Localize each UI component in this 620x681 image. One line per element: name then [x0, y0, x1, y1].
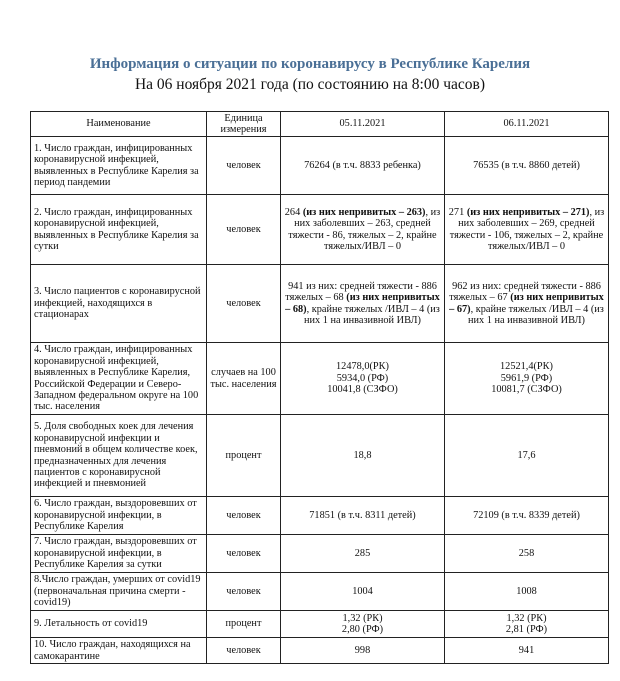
row-6-value-1: 71851 (в т.ч. 8311 детей) [281, 497, 445, 535]
row-6-unit: человек [207, 497, 281, 535]
row-5-value-1: 18,8 [281, 415, 445, 497]
row-8-name: 8.Число граждан, умерших от covid19 (первоначальная причина смерти - covid19) [31, 573, 207, 611]
column-header-name: Наименование [31, 112, 207, 137]
row-5-value-2: 17,6 [445, 415, 609, 497]
row-1-name: 1. Число граждан, инфицированных коронавирусной инфекцией, выявленных в Республике Карелия за период пандемии [31, 137, 207, 195]
row-9-value-1: 1,32 (РК) 2,80 (РФ) [281, 611, 445, 638]
row-7-value-1: 285 [281, 535, 445, 573]
row-9-unit: процент [207, 611, 281, 638]
row-3-name: 3. Число пациентов с коронавирусной инфекцией, находящихся в стационарах [31, 265, 207, 343]
row-10-name: 10. Число граждан, находящихся на самокарантине [31, 638, 207, 664]
row-6-value-2: 72109 (в т.ч. 8339 детей) [445, 497, 609, 535]
table-row [31, 573, 609, 611]
column-header-date-2: 06.11.2021 [445, 112, 609, 137]
row-4-value-2: 12521,4(РК) 5961,9 (РФ) 10081,7 (СЗФО) [445, 343, 609, 415]
table-row [31, 415, 609, 497]
row-10-value-1: 998 [281, 638, 445, 664]
row-5-name: 5. Доля свободных коек для лечения коронавирусной инфекции и пневмоний в общем количестве коек, предназначенных для лечения пациентов с коронавирусной инфекцией и пневмонией [31, 415, 207, 497]
row-7-value-2: 258 [445, 535, 609, 573]
table-row [31, 638, 609, 664]
row-2-name: 2. Число граждан, инфицированных коронавирусной инфекцией, выявленных в Республике Карелия за сутки [31, 195, 207, 265]
row-10-value-2: 941 [445, 638, 609, 664]
row-8-unit: человек [207, 573, 281, 611]
row-7-name: 7. Число граждан, выздоровевших от коронавирусной инфекции, в Республике Карелия за сутки [31, 535, 207, 573]
row-1-value-2: 76535 (в т.ч. 8860 детей) [445, 137, 609, 195]
document-title: Информация о ситуации по коронавирусу в Республике Карелия [89, 56, 531, 72]
table-header-row [31, 112, 609, 137]
row-2-unit: человек [207, 195, 281, 265]
row-4-value-1: 12478,0(РК) 5934,0 (РФ) 10041,8 (СЗФО) [281, 343, 445, 415]
table-row [31, 535, 609, 573]
row-3-unit: человек [207, 265, 281, 343]
row-3-value-1: 941 из них: средней тяжести - 886 тяжелых – 68 (из них непривитых – 68), крайне тяжелых /ИВЛ – 4 (из них 1 на инвазивной ИВЛ) [281, 265, 445, 343]
row-2-value-2: 271 (из них непривитых – 271), из них заболевших – 269, средней тяжести - 106, тяжелых – 2, крайне тяжелых/ИВЛ – 0 [445, 195, 609, 265]
row-7-unit: человек [207, 535, 281, 573]
row-4-name: 4. Число граждан, инфицированных коронавирусной инфекцией, выявленных в Республике Карелия, Российской Федерации и Северо-Западном федеральном округе на 100 тыс. населения [31, 343, 207, 415]
row-3-value-2: 962 из них: средней тяжести - 886 тяжелых – 67 (из них непривитых – 67), крайне тяжелых /ИВЛ – 4 (из них 1 на инвазивной ИВЛ) [445, 265, 609, 343]
table-row [31, 195, 609, 265]
covid-stats-table [30, 111, 609, 664]
document-subtitle: На 06 ноября 2021 года (по состоянию на 8:00 часов) [134, 76, 486, 93]
table-row [31, 137, 609, 195]
column-header-unit: Единица измерения [207, 112, 281, 137]
row-2-value-1: 264 (из них непривитых – 263), из них заболевших – 263, средней тяжести - 86, тяжелых – 2, крайне тяжелых/ИВЛ – 0 [281, 195, 445, 265]
table-row [31, 497, 609, 535]
row-9-name: 9. Летальность от covid19 [31, 611, 207, 638]
row-8-value-2: 1008 [445, 573, 609, 611]
row-9-value-2: 1,32 (РК) 2,81 (РФ) [445, 611, 609, 638]
row-1-value-1: 76264 (в т.ч. 8833 ребенка) [281, 137, 445, 195]
row-4-unit: случаев на 100 тыс. населения [207, 343, 281, 415]
table-row [31, 265, 609, 343]
row-5-unit: процент [207, 415, 281, 497]
column-header-date-1: 05.11.2021 [281, 112, 445, 137]
row-6-name: 6. Число граждан, выздоровевших от коронавирусной инфекции, в Республике Карелия [31, 497, 207, 535]
row-8-value-1: 1004 [281, 573, 445, 611]
row-10-unit: человек [207, 638, 281, 664]
row-1-unit: человек [207, 137, 281, 195]
table-row [31, 343, 609, 415]
table-row [31, 611, 609, 638]
